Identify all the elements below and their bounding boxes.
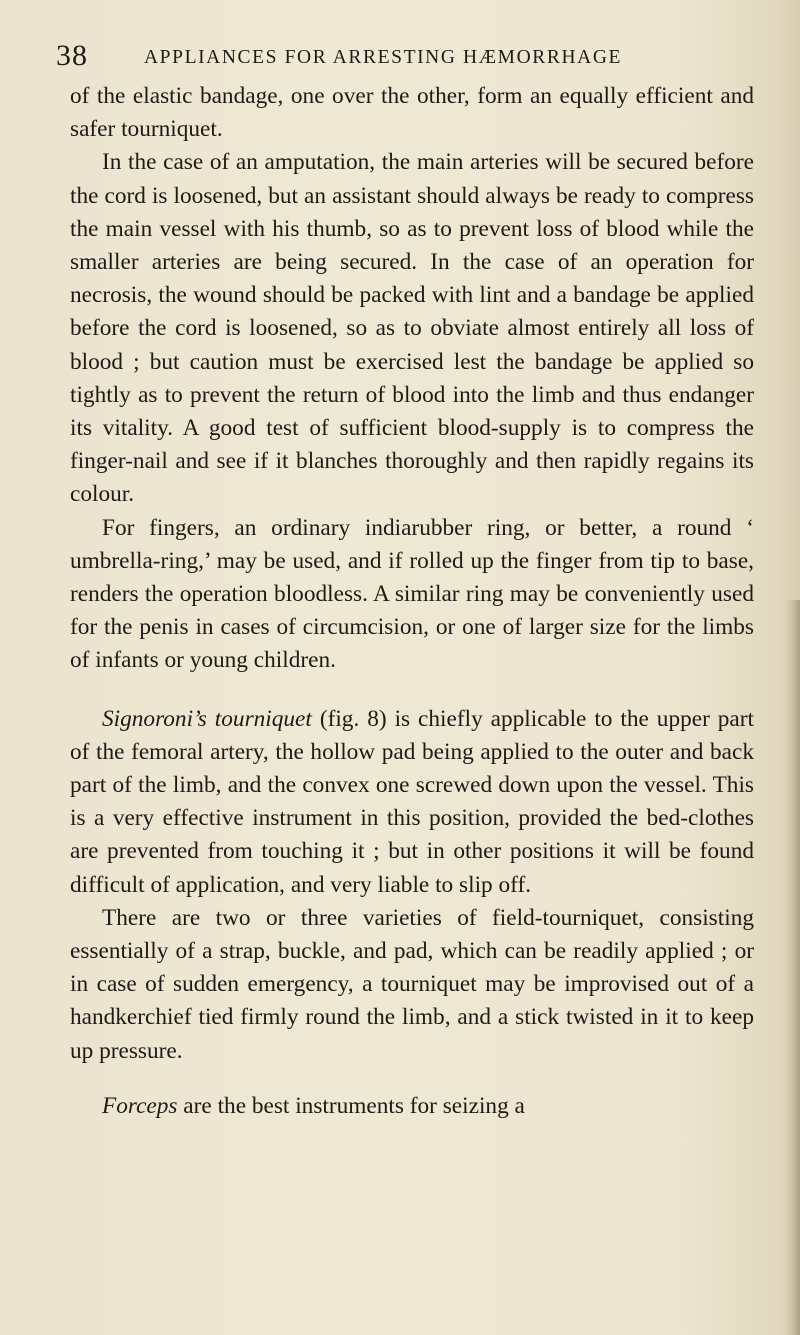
page-number: 38 — [56, 39, 88, 72]
running-head — [56, 38, 756, 74]
paragraph-continuation — [70, 80, 754, 146]
paragraph-amputation — [70, 146, 754, 511]
paragraph-field-tourniquet — [70, 902, 754, 1068]
body-text — [70, 80, 754, 1123]
term-signoroni-tourniquet: Signoroni’s tourniquet — [102, 705, 312, 732]
running-title: APPLIANCES FOR ARRESTING HÆMORRHAGE — [144, 47, 623, 68]
paragraph-text: There are two or three varieties of field-tourniquet, consisting essentially of a strap, buckle, and pad, which can be readily applied ; or in case of sudden emergency, a tourniquet may be improvised out of a handkerchief tied firmly round the limb, and a stick twisted in it to keep up pressure. — [70, 904, 754, 1064]
term-forceps: Forceps — [102, 1092, 178, 1119]
paragraph-signoroni — [70, 703, 754, 902]
paragraph-fingers — [70, 512, 754, 678]
paragraph-text: of the elastic bandage, one over the other, form an equally efficient and safer tourniquet. — [70, 83, 754, 143]
paragraph-text: For fingers, an ordinary indiarubber ring, or better, a round ‘ umbrella-ring,’ may be used, and if rolled up the finger from tip to base, renders the operation bloodless. A similar ring may be conveniently used for the penis in cases of circumcision, or one of larger size for the limbs of infants or young children. — [70, 514, 754, 674]
section-gap — [70, 678, 754, 703]
page-edge-shadow — [784, 600, 800, 1335]
section-gap — [70, 1068, 754, 1090]
paragraph-text: are the best instruments for seizing a — [177, 1092, 525, 1119]
paragraph-text: In the case of an amputation, the main arteries will be secured before the cord is loosened, but an assistant should always be ready to compress the main vessel with his thumb, so as to prevent loss of blood while the smaller arteries are being secured. In the case of an operation for necrosis, the wound should be packed with lint and a bandage be applied before the cord is loosened, so as to obviate almost entirely all loss of blood ; but caution must be exercised lest the bandage be applied so tightly as to prevent the return of blood into the limb and thus endanger its vitality. A good test of sufficient blood-supply is to compress the finger-nail and see if it blanches thoroughly and then rapidly regains its colour. — [70, 149, 754, 508]
paragraph-text: (fig. 8) is chiefly applicable to the upper part of the femoral artery, the hollow pad being applied to the outer and back part of the limb, and the convex one screwed down upon the vessel. This is a very effective instrument in this position, provided the bed-clothes are prevented from touching it ; but in other positions it will be found difficult of application, and very liable to slip off. — [70, 705, 755, 898]
paragraph-forceps — [70, 1090, 754, 1123]
